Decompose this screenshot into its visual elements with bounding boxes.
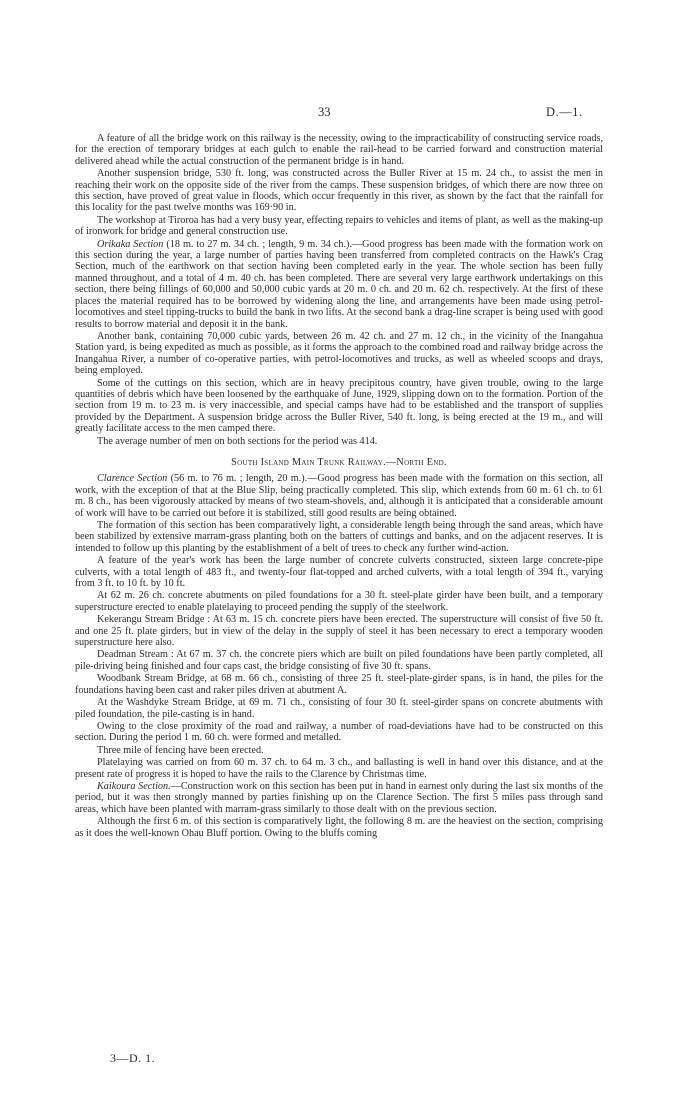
paragraph xyxy=(75,745,603,756)
body-text xyxy=(75,132,603,839)
paragraph-text: Platelaying was carried on from 60 m. 37 ch. to 64 m. 3 ch., and ballasting is well in hand over this distance, and at the present rate of progress it is hoped to have the rails to the Clarence by Christmas time. xyxy=(75,757,603,780)
paragraph-text: Some of the cuttings on this section, which are in heavy precipitous country, have given trouble, owing to the large quantities of debris which have been loosened by the earthquake of June, 1929, slipping down on to the formation. Portion of the section from 19 m. to 23 m. is very inaccessible, and special camps have had to be established and the transport of supplies provided by the Department. A suspension bridge across the Buller River, 540 ft. long, is being erected at the 19 m., and will greatly facilitate access to the men camped there. xyxy=(75,377,603,435)
paragraph-lead: Clarence Section xyxy=(97,473,168,485)
paragraph xyxy=(75,133,603,167)
paragraph-text: A feature of all the bridge work on this railway is the necessity, owing to the impracticability of constructing service roads, for the erection of temporary bridges at each gulch to enable the rail-head to be carried forward and construction material delivered ahead while the actual construction of the permanent bridge is in hand. xyxy=(75,133,603,167)
paragraph-text: At 62 m. 26 ch. concrete abutments on piled foundations for a 30 ft. steel-plate girder have been built, and a temporary superstructure erected to enable platelaying to proceed pending the supply of the steelwork. xyxy=(75,590,603,613)
paragraph-lead: Kaikoura Section. xyxy=(97,780,171,792)
paragraph-text: Although the first 6 m. of this section is comparatively light, the following 8 m. are the heaviest on the section, comprising as it does the well-known Ohau Bluff portion. Owing to the bluffs coming xyxy=(75,816,603,839)
paragraph-text: A feature of the year's work has been the large number of concrete culverts constructed, sixteen large concrete-pipe culverts, with a total length of 483 ft., and twenty-four flat-topped and arched culverts, with a total length of 394 ft., varying from 3 ft. to 10 ft. by 10 ft. xyxy=(75,555,603,590)
paragraph-text: At the Washdyke Stream Bridge, at 69 m. 71 ch., consisting of four 30 ft. steel-girder spans on concrete abutments with piled foundation, the pile-casting is in hand. xyxy=(75,697,603,720)
paragraph-text: (56 m. to 76 m. ; length, 20 m.).—Good progress has been made with the formation on this section, all work, with the exception of that at the Blue Slip, being practically completed. This slip, which extends from 60 m. 61 ch. to 61 m. 8 ch., has been vigorously attacked by means of two steam-shovels, and, although it is anticipated that a considerable amount of work will have to be carried out before it is stabilized, still good results are being obtained. xyxy=(75,473,603,519)
paragraph xyxy=(75,721,603,744)
paragraph xyxy=(75,520,603,554)
page-header xyxy=(0,105,700,121)
paragraph-text: Three mile of fencing have been erected. xyxy=(97,744,264,756)
paragraph xyxy=(75,168,603,214)
page-signature: 3—D. 1. xyxy=(110,1051,156,1065)
paragraph xyxy=(75,816,603,839)
paragraph-text: Woodbank Stream Bridge, at 68 m. 66 ch., consisting of three 25 ft. steel-plate-girder spans, is in hand, the piles for the foundations having been cast and raker piles driven at abutment A. xyxy=(75,673,603,696)
paragraph xyxy=(75,757,603,780)
paragraph xyxy=(75,555,603,589)
paragraph xyxy=(75,590,603,613)
paragraph-group-buller xyxy=(75,133,603,447)
paragraph xyxy=(75,436,603,447)
paragraph xyxy=(75,331,603,377)
paragraph-text: Owing to the close proximity of the road and railway, a number of road-deviations have had to be constructed on this section. During the period 1 m. 60 ch. were formed and metalled. xyxy=(75,720,603,744)
paragraph-text: The average number of men on both sections for the period was 414. xyxy=(97,435,378,447)
paragraph xyxy=(75,215,603,238)
paragraph-text: Another bank, containing 70,000 cubic yards, between 26 m. 42 ch. and 27 m. 12 ch., in the vicinity of the Inangahua Station yard, is being expedited as much as possible, as it forms the approach to the combined road and railway bridge across the Inangahua River, a number of co-operative parties, with petrol-locomotives and trucks, as well as wheeled scoops and drays, being employed. xyxy=(75,330,603,377)
paragraph-text: Kekerangu Stream Bridge : At 63 m. 15 ch. concrete piers have been erected. The superstructure will consist of five 50 ft. and one 25 ft. plate girders, but in view of the delay in the supply of steel it has been necessary to erect a temporary wooden superstructure here also. xyxy=(75,614,603,649)
document-code: D.—1. xyxy=(546,105,583,119)
paragraph-text: (18 m. to 27 m. 34 ch. ; length, 9 m. 34 ch.).—Good progress has been made with the formation work on this section during the year, a large number of parties having been transferred from completed contracts on the Hawk's Crag Section, much of the earthwork on that section having been completed early in the year. The whole section has been fully manned throughout, and a total of 4 m. 40 ch. has been completed. There are several very large earthwork undertakings on this section, there being fillings of 60,000 and 50,000 cubic yards at 20 m. 0 ch. and 20 m. 62 ch. respectively. At the first of these places the material required has to be borrowed by widening along the line, and arrangements have been made using petrol-locomotives and steel tipping-trucks to build the bank in two lifts. At the second bank a drag-line scraper is being used with good results to borrow material and deposit it in the bank. xyxy=(75,238,604,330)
paragraph-text: Deadman Stream : At 67 m. 37 ch. the concrete piers which are built on piled foundations have been partly completed, all pile-driving being finished and four caps cast, the bridge consisting of five 30 ft. spans. xyxy=(75,649,603,672)
section-heading: South Island Main Trunk Railway.—North End. xyxy=(231,456,447,468)
paragraph-text: Another suspension bridge, 530 ft. long, was constructed across the Buller River at 15 m. 24 ch., to assist the men in reaching their work on the opposite side of the river from the camps. These suspension bridges, of which there are now three on this section, have proved of great value in floods, which occur frequently in this river, as shown by the fact that the rainfall for this locality for the past twelve months was 169·90 in. xyxy=(75,168,603,214)
paragraph xyxy=(75,239,603,330)
paragraph xyxy=(75,378,603,435)
paragraph xyxy=(75,649,603,672)
paragraph xyxy=(75,697,603,720)
paragraph xyxy=(75,473,603,519)
paragraph xyxy=(75,781,603,815)
page-number: 33 xyxy=(318,105,331,119)
paragraph-group-north-end xyxy=(75,473,603,839)
paragraph xyxy=(75,673,603,696)
paragraph-lead: Orikaka Section xyxy=(97,238,164,250)
paragraph xyxy=(75,614,603,648)
paragraph-text: —Construction work on this section has been put in hand in earnest only during the last six months of the period, but it was then strongly manned by parties finishing up on the Clarence Section. The first 5 miles pass through sand areas, which have been planted with marram-grass similarly to those dealt with on the previous section. xyxy=(75,780,603,815)
paragraph-text: The formation of this section has been comparatively light, a considerable length being through the sand areas, which have been stabilized by extensive marram-grass planting both on the batters of cuttings and banks, and on the adjacent reserves. It is intended to follow up this planting by the establishment of a belt of trees to check any further wind-action. xyxy=(75,520,603,554)
paragraph-text: The workshop at Tiroroa has had a very busy year, effecting repairs to vehicles and items of plant, as well as the making-up of ironwork for bridge and general construction use. xyxy=(75,214,603,238)
